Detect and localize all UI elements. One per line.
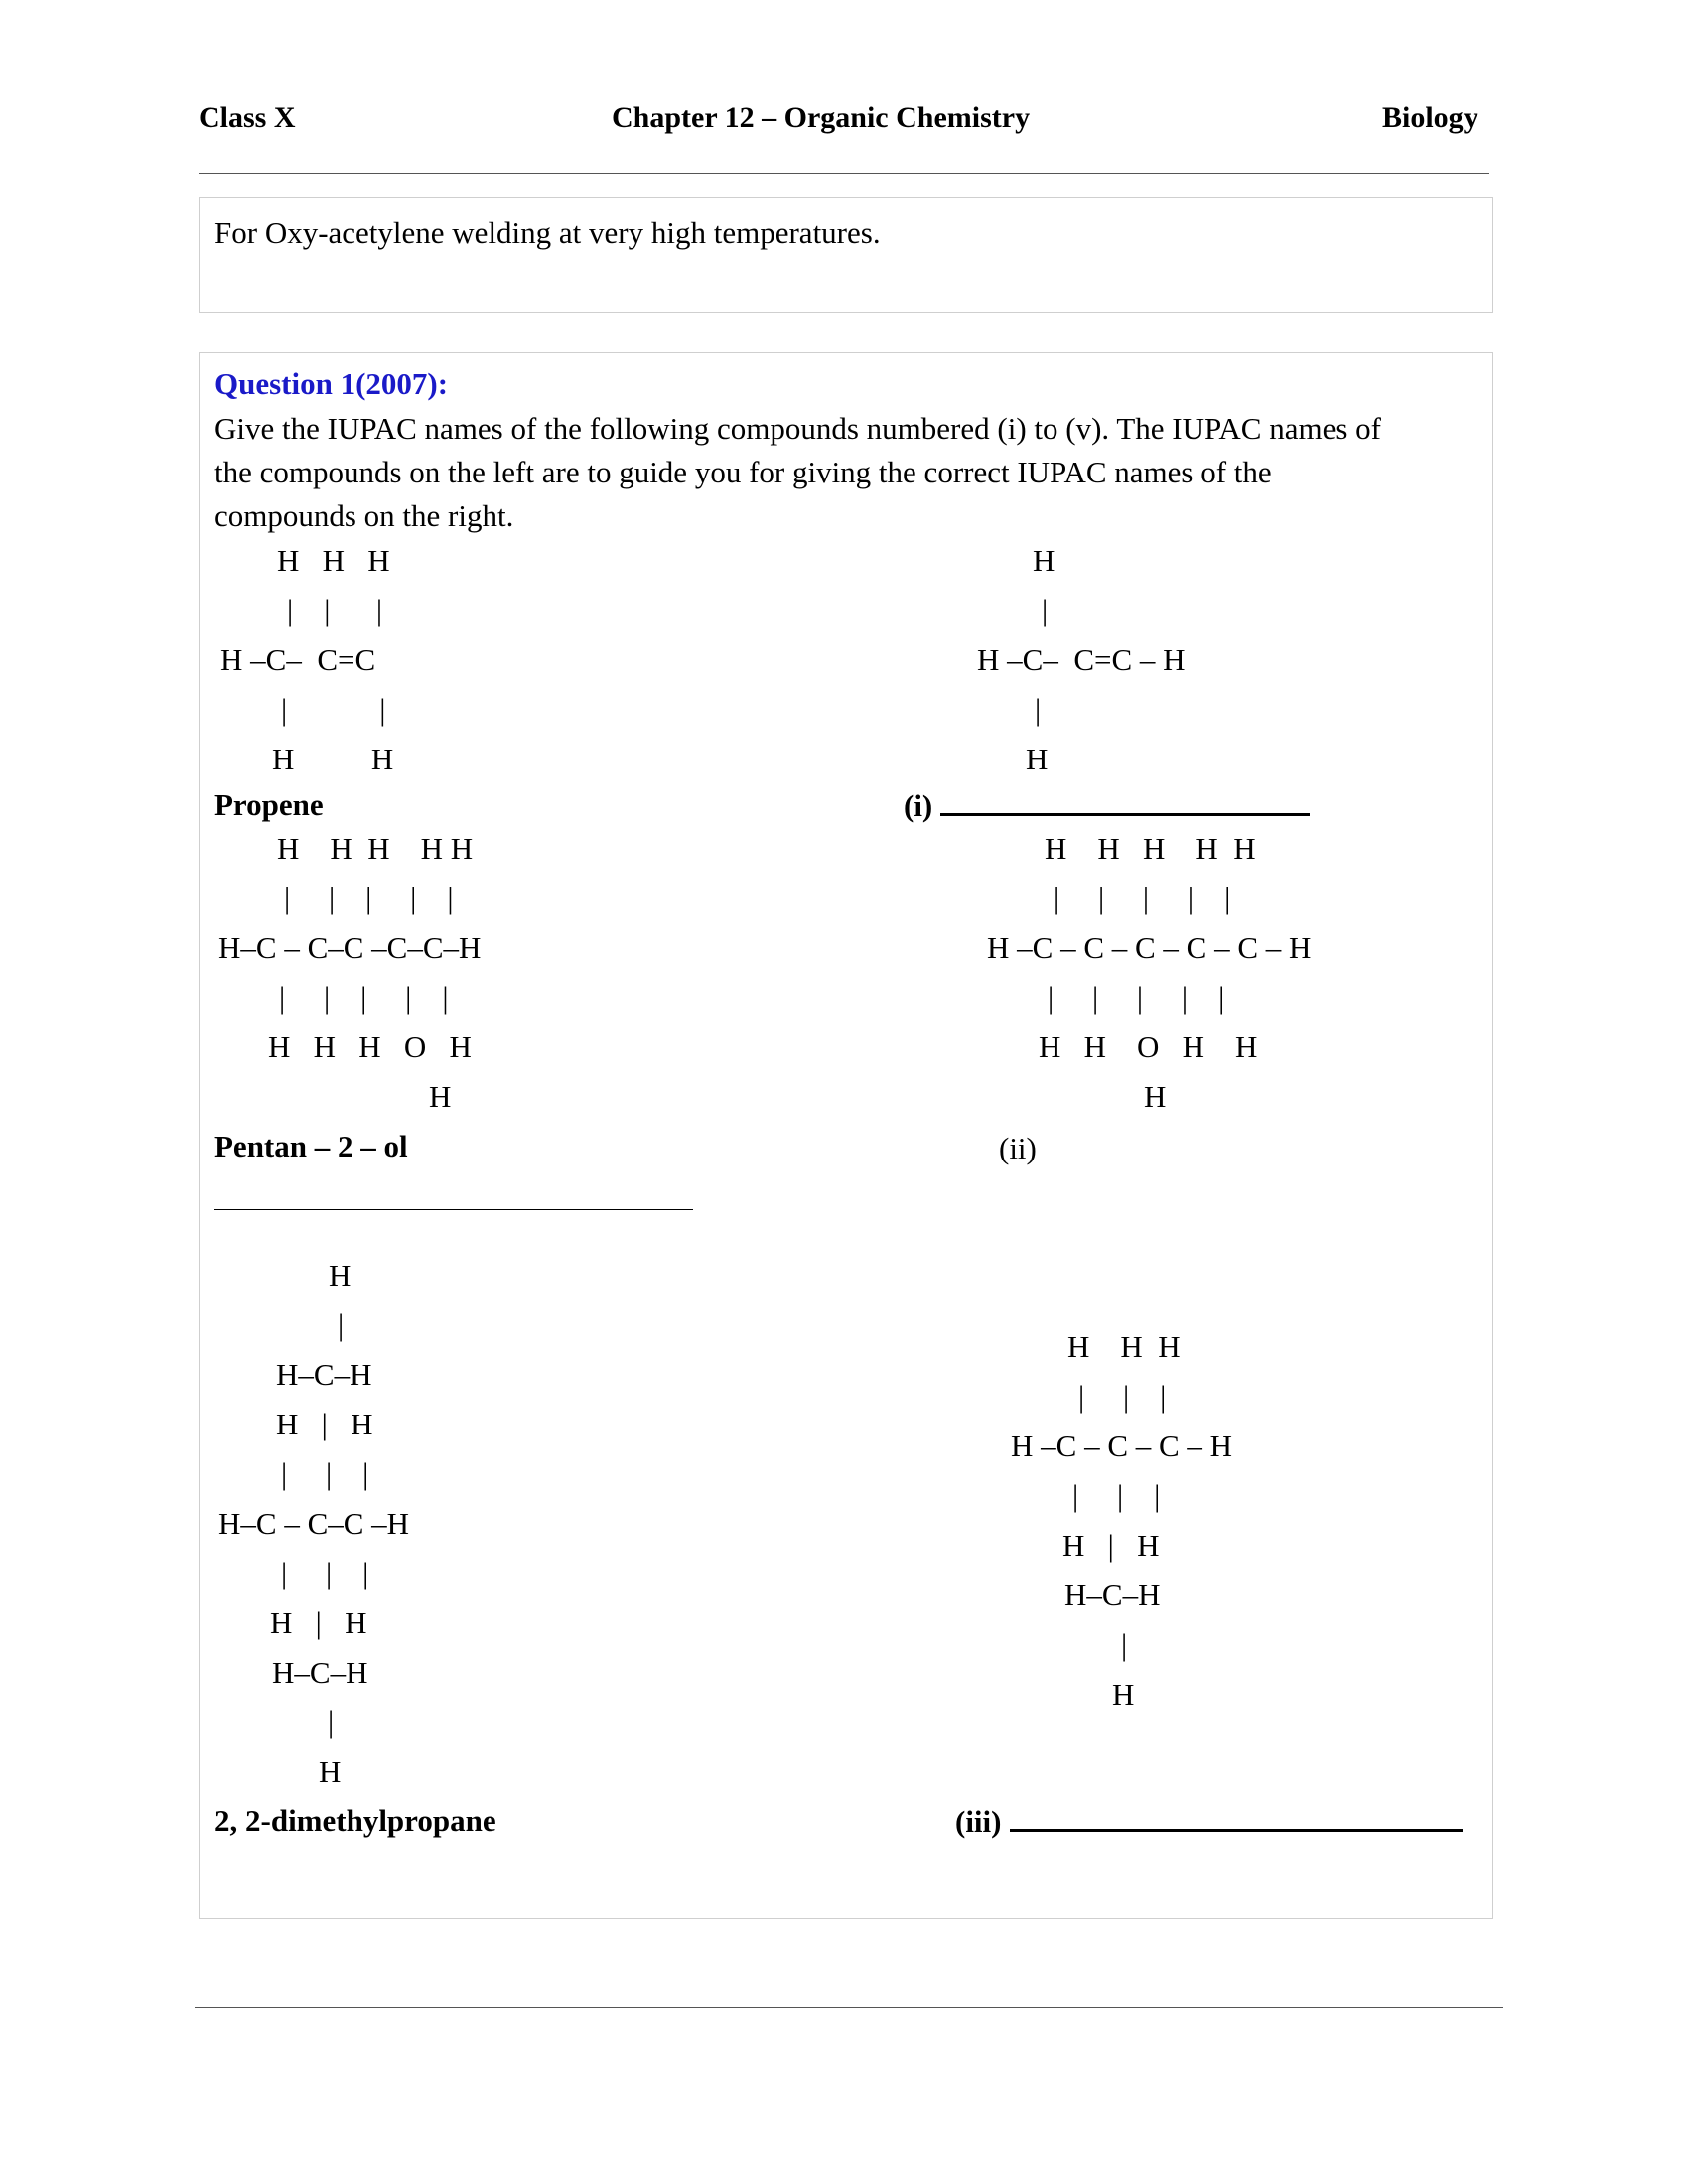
propene-row-5: H H bbox=[272, 742, 394, 776]
subject-label: Biology bbox=[1382, 101, 1478, 134]
compound-i-answer-blank[interactable] bbox=[940, 787, 1310, 816]
compound-iii-row-7: | bbox=[1121, 1627, 1128, 1662]
compound-i-row-1: H bbox=[1033, 543, 1055, 578]
question-line-2: the compounds on the left are to guide you for giving the correct IUPAC names of the bbox=[214, 455, 1272, 489]
compound-ii-row-1: H H H H H bbox=[1045, 831, 1256, 866]
compound-i-row-5: H bbox=[1026, 742, 1049, 776]
section-divider bbox=[214, 1209, 693, 1210]
compound-i-answer bbox=[904, 787, 1310, 824]
answer-box bbox=[199, 197, 1493, 313]
dmp-row-7: | | | bbox=[281, 1556, 369, 1590]
dmp-row-3: H–C–H bbox=[276, 1357, 372, 1392]
dmp-row-11: H bbox=[319, 1754, 342, 1789]
compound-iii-row-2: | | | bbox=[1078, 1379, 1167, 1414]
compound-ii-label: (ii) bbox=[999, 1131, 1037, 1165]
dmp-name: 2, 2-dimethylpropane bbox=[214, 1803, 496, 1838]
class-label: Class X bbox=[199, 101, 296, 134]
pentanol-row-5: H H H O H bbox=[268, 1029, 472, 1064]
pentanol-name: Pentan – 2 – ol bbox=[214, 1129, 408, 1163]
answer-text: For Oxy-acetylene welding at very high temperatures. bbox=[214, 215, 881, 250]
question-line-1: Give the IUPAC names of the following compounds numbered (i) to (v). The IUPAC names of bbox=[214, 411, 1381, 446]
compound-ii-row-5: H H O H H bbox=[1039, 1029, 1258, 1064]
compound-ii-row-2: | | | | | bbox=[1054, 881, 1231, 915]
header-rule bbox=[199, 173, 1489, 174]
dmp-row-2: | bbox=[338, 1307, 345, 1342]
footer-rule bbox=[195, 2007, 1503, 2008]
dmp-row-10: | bbox=[328, 1705, 335, 1739]
dmp-row-5: | | | bbox=[281, 1456, 369, 1491]
propene-row-1: H H H bbox=[277, 543, 390, 578]
propene-name: Propene bbox=[214, 787, 324, 822]
pentanol-row-4: | | | | | bbox=[279, 980, 449, 1015]
compound-iii-row-8: H bbox=[1112, 1677, 1135, 1711]
compound-ii-row-4: | | | | | bbox=[1048, 980, 1225, 1015]
compound-i-label: (i) bbox=[904, 788, 933, 823]
dmp-row-6: H–C – C–C –H bbox=[218, 1506, 410, 1541]
compound-iii-answer-blank[interactable] bbox=[1010, 1803, 1463, 1832]
compound-ii-row-6: H bbox=[1144, 1079, 1167, 1114]
compound-iii-row-4: | | | bbox=[1072, 1478, 1161, 1513]
pentanol-row-6: H bbox=[429, 1079, 452, 1114]
compound-iii-label: (iii) bbox=[955, 1804, 1002, 1839]
compound-iii-row-5: H | H bbox=[1062, 1528, 1160, 1563]
dmp-row-8: H | H bbox=[270, 1605, 367, 1640]
chapter-title: Chapter 12 – Organic Chemistry bbox=[612, 101, 1031, 134]
pentanol-row-3: H–C – C–C –C–C–H bbox=[218, 930, 482, 965]
compound-i-row-4: | bbox=[1035, 692, 1042, 727]
compound-iii-row-1: H H H bbox=[1067, 1329, 1181, 1364]
pentanol-row-1: H H H H H bbox=[277, 831, 474, 866]
dmp-row-4: H | H bbox=[276, 1407, 373, 1441]
compound-iii-answer bbox=[955, 1803, 1463, 1840]
compound-iii-row-6: H–C–H bbox=[1064, 1577, 1161, 1612]
dmp-row-1: H bbox=[329, 1258, 352, 1293]
dmp-row-9: H–C–H bbox=[272, 1655, 368, 1690]
question-title: Question 1(2007): bbox=[214, 366, 449, 401]
propene-row-3: H –C– C=C bbox=[220, 642, 376, 677]
propene-row-2: | | | bbox=[287, 593, 383, 627]
question-line-3: compounds on the right. bbox=[214, 498, 514, 533]
compound-i-row-3: H –C– C=C – H bbox=[977, 642, 1186, 677]
compound-ii-row-3: H –C – C – C – C – C – H bbox=[987, 930, 1312, 965]
propene-row-4: | | bbox=[281, 692, 386, 727]
compound-i-row-2: | bbox=[1042, 593, 1049, 627]
pentanol-row-2: | | | | | bbox=[284, 881, 454, 915]
compound-iii-row-3: H –C – C – C – H bbox=[1011, 1429, 1233, 1463]
